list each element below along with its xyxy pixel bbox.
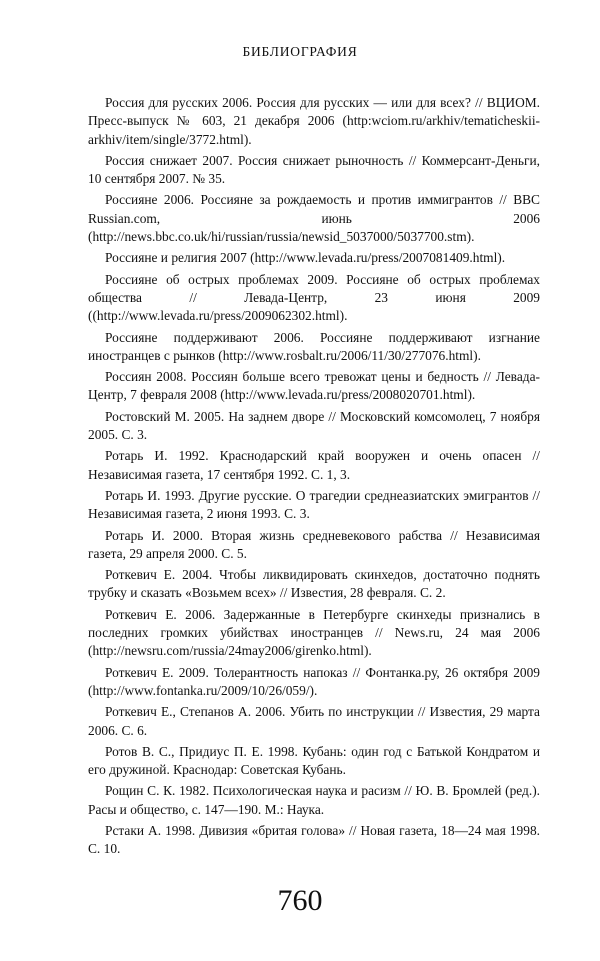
- bibliography-entry: Роткевич Е., Степанов А. 2006. Убить по инструкции // Известия, 29 марта 2006. С. 6.: [88, 704, 540, 738]
- bibliography-entry: Рощин С. К. 1982. Психологическая наука и расизм // Ю. В. Бромлей (ред.). Расы и общество, с. 147—190. М.: Наука.: [88, 783, 540, 817]
- page-number: 760: [277, 884, 323, 917]
- bibliography-entry: Рстаки А. 1998. Дивизия «бритая голова» // Новая газета, 18—24 мая 1998. С. 10.: [88, 822, 540, 857]
- bibliography-entry: Ротарь И. 1992. Краснодарский край вооружен и очень опасен // Независимая газета, 17 сентября 1992. С. 1, 3.: [88, 448, 540, 482]
- bibliography-entry: Роткевич Е. 2006. Задержанные в Петербурге скинхеды признались в последних громких убийствах иностранцев // News.ru, 24 мая 2006 (http://newsru.com/russia/24may2006/girenko.html).: [88, 606, 540, 659]
- bibliography-entry: Россияне 2006. Россияне за рождаемость и против иммигрантов // BBC Russian.com, июнь 2006 (http://news.bbc.co.uk/hi/russian/russia/newsid_5037000/5037700.stm).: [88, 192, 540, 245]
- bibliography-entry: Ротарь И. 1993. Другие русские. О трагедии среднеазиатских эмигрантов // Независимая газета, 2 июня 1993. С. 3.: [88, 487, 540, 522]
- bibliography-entry: Ротов В. С., Придиус П. Е. 1998. Кубань: один год с Батькой Кондратом и его дружиной. Краснодар: Советская Кубань.: [88, 743, 540, 778]
- running-header: БИБЛИОГРАФИЯ: [242, 44, 358, 59]
- bibliography-entry: Россия снижает 2007. Россия снижает рыночность // Коммерсант-Деньги, 10 сентября 2007. № 35.: [88, 152, 540, 187]
- bibliography-entry: Россиян 2008. Россиян больше всего тревожат цены и бедность // Левада-Центр, 7 февраля 2008 (http://www.levada.ru/press/2008020701.html).: [88, 369, 540, 403]
- bibliography-list: [88, 94, 540, 862]
- bibliography-entry: Россияне и религия 2007 (http://www.levada.ru/press/2007081409.html).: [105, 250, 506, 266]
- bibliography-entry: Роткевич Е. 2009. Толерантность напоказ // Фонтанка.ру, 26 октября 2009 (http://www.fontanka.ru/2009/10/26/059/).: [88, 664, 540, 698]
- bibliography-entry: Россия для русских 2006. Россия для русских — или для всех? // ВЦИОМ. Пресс-выпуск № 603, 21 декабря 2006 (http:wciom.ru/arkhiv/tematicheskii-arkhiv/item/single/3772.html).: [88, 95, 540, 147]
- bibliography-entry: Россияне об острых проблемах 2009. Россияне об острых проблемах общества // Левада-Центр, 23 июня 2009 ((http://www.levada.ru/press/2009062302.html).: [88, 271, 540, 324]
- bibliography-entry: Ротарь И. 2000. Вторая жизнь средневекового рабства // Независимая газета, 29 апреля 2000. С. 5.: [88, 527, 540, 561]
- bibliography-entry: Россияне поддерживают 2006. Россияне поддерживают изгнание иностранцев с рынков (http://www.rosbalt.ru/2006/11/30/277076.html).: [88, 329, 540, 363]
- bibliography-entry: Роткевич Е. 2004. Чтобы ликвидировать скинхедов, достаточно поднять трубку и сказать «Возьмем всех» // Известия, 28 февраля. С. 2.: [88, 567, 540, 601]
- bibliography-entry: Ростовский М. 2005. На заднем дворе // Московский комсомолец, 7 ноября 2005. С. 3.: [88, 408, 540, 443]
